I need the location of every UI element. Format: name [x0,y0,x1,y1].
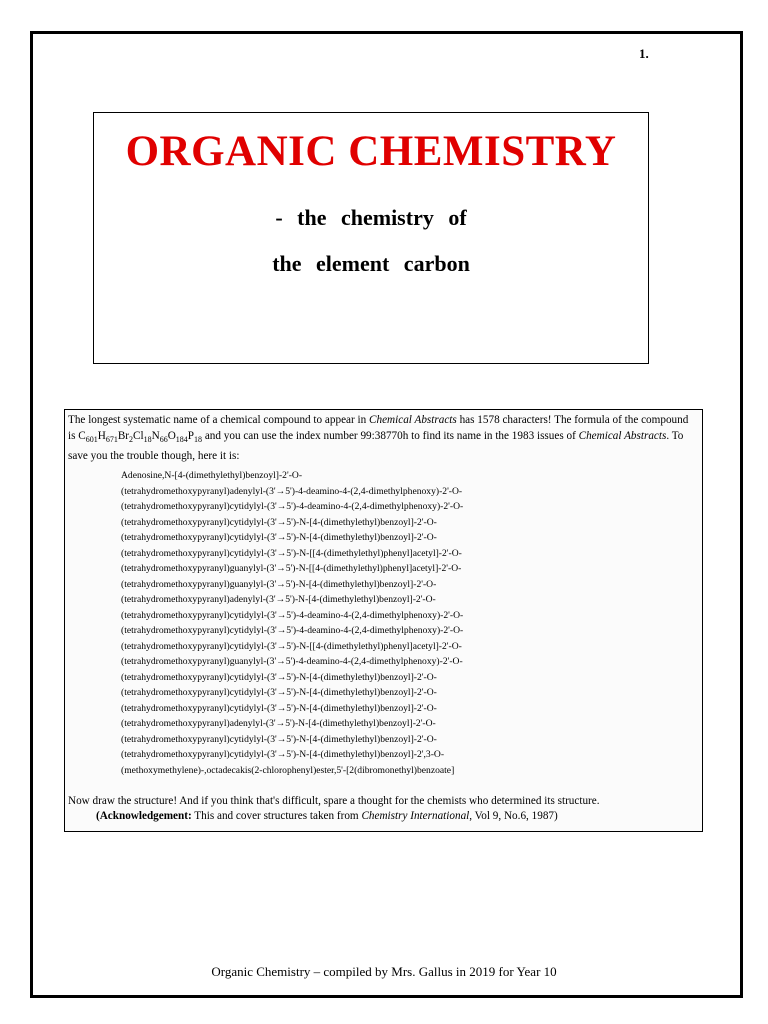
formula-subscript: 18 [143,435,152,445]
name-line: (tetrahydromethoxypyranyl)adenylyl-(3'→5')-N-[4-(dimethylethyl)benzoyl]-2'-O- [121,594,436,605]
formula-element: Cl [133,430,144,442]
name-line: (tetrahydromethoxypyranyl)guanylyl-(3'→5')-N-[4-(dimethylethyl)benzoyl]-2'-O- [121,578,437,590]
subtitle-line-2: the element carbon [272,251,470,276]
name-line: (tetrahydromethoxypyranyl)guanylyl-(3'→5')-N-[[4-(dimethylethyl)phenyl]acetyl]-2'-O- [121,563,462,574]
formula-subscript: 671 [105,435,118,445]
intro-text-2: has 1578 characters! The formula of the compound is [68,414,689,442]
name-line: (tetrahydromethoxypyranyl)cytidylyl-(3'→5')-N-[[4-(dimethylethyl)phenyl]acetyl]-2'-O- [121,640,462,652]
acknowledgement [68,809,700,824]
formula-element: O [167,430,176,442]
subtitle-line-1: - the chemistry of [275,205,467,230]
excerpt-intro [68,412,698,464]
name-line: (tetrahydromethoxypyranyl)guanylyl-(3'→5')-4-deamino-4-(2,4-dimethylphenoxy)-2'-O- [121,656,463,667]
name-line: (tetrahydromethoxypyranyl)cytidylyl-(3'→5')-N-[4-(dimethylethyl)benzoyl]-2'-O- [121,702,437,714]
name-line: Adenosine,N-[4-(dimethylethyl)benzoyl]-2'-O- [121,470,303,481]
ack-label: (Acknowledgement: [96,810,192,822]
page-footer: Organic Chemistry – compiled by Mrs. Gallus in 2019 for Year 10 [211,964,557,979]
name-line: (tetrahydromethoxypyranyl)cytidylyl-(3'→5')-4-deamino-4-(2,4-dimethylphenoxy)-2'-O- [121,501,464,512]
page-number: 1. [639,46,649,61]
name-line: (tetrahydromethoxypyranyl)adenylyl-(3'→5')-4-deamino-4-(2,4-dimethylphenoxy)-2'-O- [121,485,463,497]
formula-element: C [78,430,86,442]
formula-element: H [97,430,106,442]
name-line: (tetrahydromethoxypyranyl)cytidylyl-(3'→5')-N-[4-(dimethylethyl)benzoyl]-2'-O- [121,516,437,528]
name-line: (tetrahydromethoxypyranyl)cytidylyl-(3'→5')-N-[[4-(dimethylethyl)phenyl]acetyl]-2'-O- [121,547,462,559]
excerpt-outro [68,794,700,824]
outro-text: Now draw the structure! And if you think that's difficult, spare a thought for the chemists who determined its structure. [68,795,600,807]
formula-subscript: 601 [85,435,98,445]
formula-element: N [151,430,160,442]
name-line: (tetrahydromethoxypyranyl)cytidylyl-(3'→5')-4-deamino-4-(2,4-dimethylphenoxy)-2'-O- [121,625,464,636]
formula-element: P [187,430,195,442]
source-journal: Chemical Abstracts [369,414,457,426]
main-title: ORGANIC CHEMISTRY [125,128,617,175]
ack-text: This and cover structures taken from [191,810,362,822]
name-line: (tetrahydromethoxypyranyl)cytidylyl-(3'→5')-N-[4-(dimethylethyl)benzoyl]-2'-O- [121,687,437,698]
formula-subscript: 184 [175,435,188,445]
name-line: (methoxymethylene)-,octadecakis(2-chlorophenyl)ester,5'-[2(dibromonethyl)benzoate] [121,764,455,776]
compound-name-list [121,468,463,778]
source-journal-2: Chemical Abstracts [578,430,667,442]
name-line: (tetrahydromethoxypyranyl)cytidylyl-(3'→5')-N-[4-(dimethylethyl)benzoyl]-2'-O- [121,532,437,543]
title-box [93,112,649,364]
name-line: (tetrahydromethoxypyranyl)cytidylyl-(3'→5')-N-[4-(dimethylethyl)benzoyl]-2'-O- [121,733,437,745]
intro-text-1: The longest systematic name of a chemical compound to appear in [68,414,370,426]
name-line: (tetrahydromethoxypyranyl)cytidylyl-(3'→5')-N-[4-(dimethylethyl)benzoyl]-2',3-O- [121,749,445,760]
name-line: (tetrahydromethoxypyranyl)cytidylyl-(3'→5')-N-[4-(dimethylethyl)benzoyl]-2'-O- [121,671,437,683]
name-line: (tetrahydromethoxypyranyl)cytidylyl-(3'→5')-4-deamino-4-(2,4-dimethylphenoxy)-2'-O- [121,609,464,621]
formula-subscript: 2 [129,435,134,445]
molecular-formula [78,430,203,445]
name-line: (tetrahydromethoxypyranyl)adenylyl-(3'→5')-N-[4-(dimethylethyl)benzoyl]-2'-O- [121,718,436,729]
ack-ref: , Vol 9, No.6, 1987) [469,810,558,822]
ack-source: Chemistry International [361,810,470,822]
excerpt-box [64,409,703,832]
intro-text-4: . To save you the trouble though, here it is: [68,430,684,463]
intro-text-3: and you can use the index number 99:38770h to find its name in the 1983 issues of [202,430,579,442]
formula-subscript: 66 [159,435,168,445]
formula-element: Br [117,430,130,442]
formula-subscript: 18 [194,435,203,445]
